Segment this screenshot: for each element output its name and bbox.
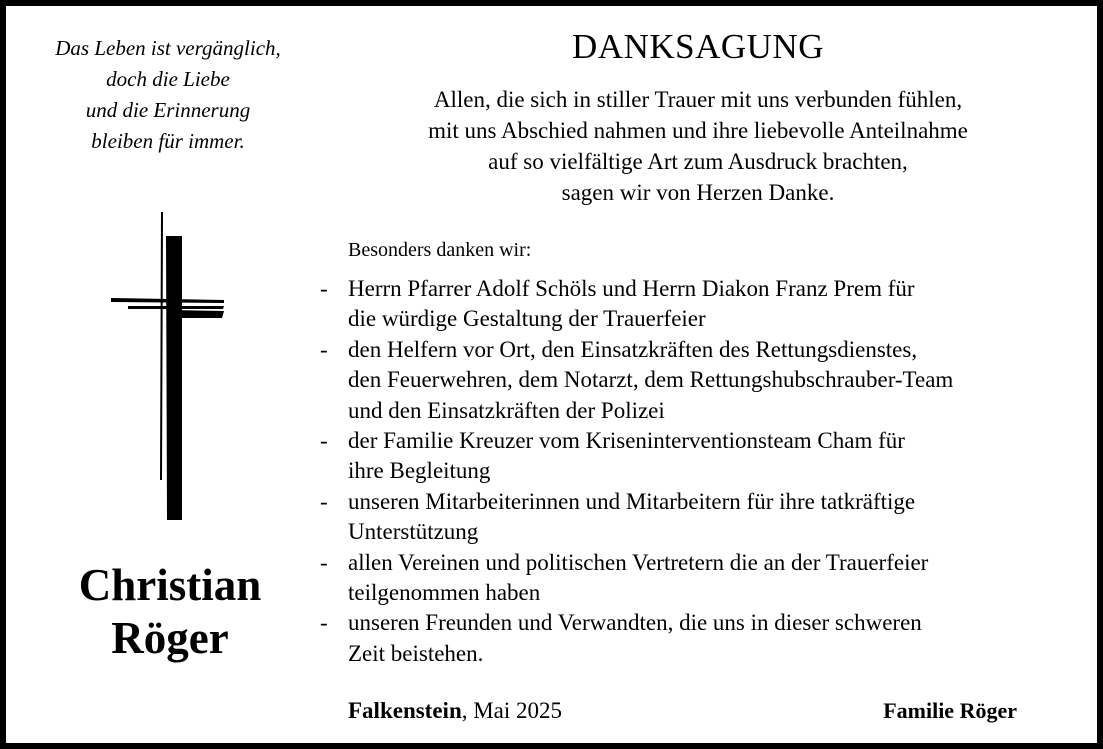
list-item-line: Herrn Pfarrer Adolf Schöls und Herrn Diakon Franz Prem für [348,276,915,301]
bullet-dash: - [320,428,328,454]
place-date [348,696,562,726]
intro-line: sagen wir von Herzen Danke. [561,180,835,205]
date-text: , Mai 2025 [461,698,563,723]
intro-line: auf so vielfältige Art zum Ausdruck brachten, [488,149,908,174]
list-item [320,608,1100,669]
intro-line: mit uns Abschied nahmen und ihre liebevolle Anteilnahme [428,118,968,143]
list-item-line: allen Vereinen und politischen Vertretern die an der Trauerfeier [348,549,929,575]
list-item-line: den Helfern vor Ort, den Einsatzkräften des Rettungsdienstes, [348,336,918,362]
quote-line: und die Erinnerung [85,98,251,122]
list-item [320,548,1100,609]
list-item [320,487,1100,548]
bullet-dash: - [320,336,328,362]
bullet-dash: - [320,610,328,636]
quote-line: bleiben für immer. [91,129,245,153]
notice-title: DANKSAGUNG [572,27,824,66]
list-item [320,335,1100,426]
bullet-dash: - [320,549,328,575]
last-name: Röger [111,613,229,663]
cross-icon [106,210,231,524]
quote-line: doch die Liebe [106,67,230,91]
bullet-dash: - [320,488,328,514]
thanks-list [320,274,1100,669]
list-item-line: ihre Begleitung [348,458,491,484]
list-item-line: den Feuerwehren, dem Notarzt, dem Rettungshubschrauber-Team [348,367,954,393]
list-item-line: Zeit beistehen. [348,640,484,666]
list-item-line: Unterstützung [348,519,479,545]
memorial-quote [20,33,316,157]
first-name: Christian [78,560,262,610]
list-item [320,426,1100,487]
intro-text [348,84,1048,208]
list-item-line: teilgenommen haben [348,580,541,606]
list-item-line: und den Einsatzkräften der Polizei [348,397,665,423]
list-item-line: unseren Mitarbeiterinnen und Mitarbeitern für ihre tatkräftige [348,488,916,514]
family-signature: Familie Röger [883,698,1017,723]
quote-line: Das Leben ist vergänglich, [55,36,281,60]
place-name: Falkenstein [348,698,462,723]
deceased-name [20,559,320,665]
bullet-dash: - [320,276,328,301]
list-item-line: die würdige Gestaltung der Trauerfeier [348,306,706,332]
list-item-line: der Familie Kreuzer vom Kriseninterventionsteam Cham für [348,428,905,454]
thanks-heading: Besonders danken wir: [348,239,532,261]
list-item [320,274,1100,335]
list-item-line: unseren Freunden und Verwandten, die uns in dieser schweren [348,610,922,636]
intro-line: Allen, die sich in stiller Trauer mit uns verbunden fühlen, [433,87,963,112]
